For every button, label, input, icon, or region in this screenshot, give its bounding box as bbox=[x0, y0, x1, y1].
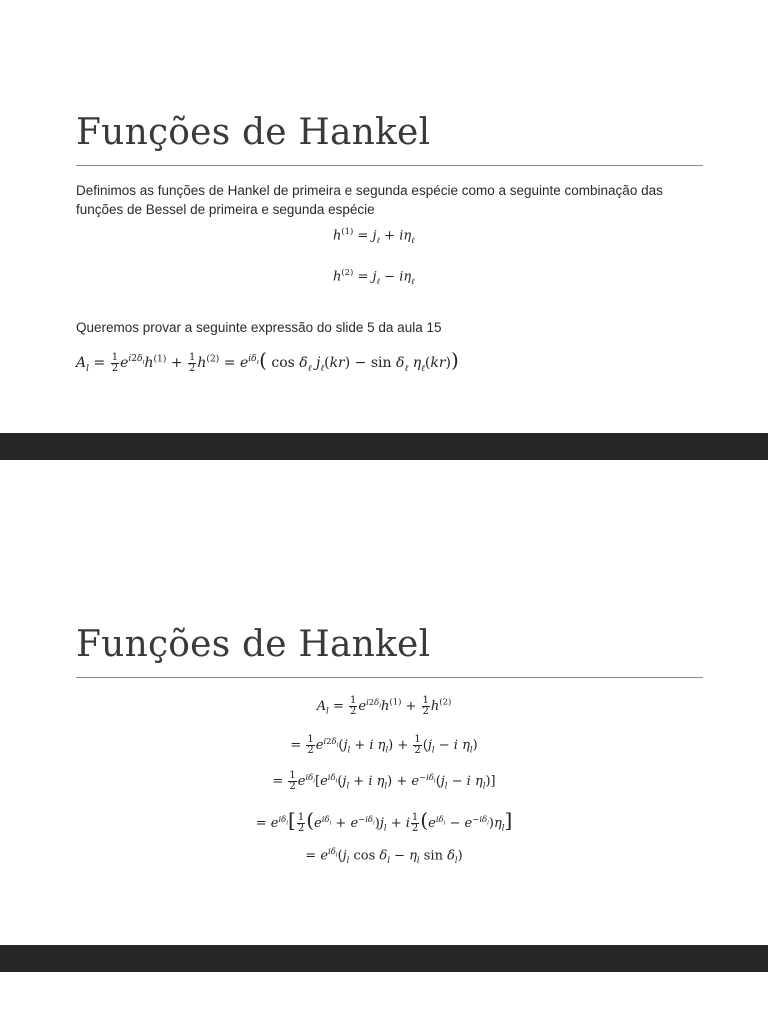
derivation-line-4: = $e^{i\delta_l}$[ $\frac{1}{2}$ $(e^{i\delta_l} + e^{-i\delta_l})j_l + i$ $\frac{1}{2}$ $(e^{i\delta_l} - e^{-i\delta_l})\eta_l$] bbox=[255, 808, 513, 834]
equation-h2: $h^{(2)} = j_\ell - i\eta_\ell$ bbox=[333, 267, 415, 286]
intro-paragraph: Definimos as funções de Hankel de primeira e segunda espécie como a seguinte combinação das funções de Bessel de primeira e segunda espécie bbox=[76, 183, 663, 217]
derivation-line-3: = $\frac{1}{2}$ $e^{i\delta_l}[e^{i\delta_l}(j_l + i$ $\eta_l) + e^{-i\delta_l}(j_l - i$ $\eta_l$)] bbox=[272, 770, 496, 792]
slide-separator bbox=[0, 433, 768, 460]
title-divider bbox=[76, 677, 703, 678]
slide-title: Funções de Hankel bbox=[76, 624, 431, 665]
slide-1 bbox=[0, 0, 768, 433]
slide-title: Funções de Hankel bbox=[76, 112, 431, 153]
derivation-line-2: = $\frac{1}{2}$ $e^{i2\delta_l}(j_l + i$ $\eta_l$) + $\frac{1}{2}$ ($j_l - i$ $\eta_l$) bbox=[290, 734, 478, 756]
derivation-line-1: $A_l$ = $\frac{1}{2}$ $e^{i2\delta_l}h^{(1)}$ + $\frac{1}{2}$ $h^{(2)}$ bbox=[316, 695, 452, 717]
slide-2 bbox=[0, 460, 768, 945]
title-divider bbox=[76, 165, 703, 166]
equation-target: $A_l$ = $\frac{1}{2}$ $e^{i2\delta_l}h^{(1)}$ + $\frac{1}{2}$ $h^{(2)} = e^{i\delta_\ell}$( $\cos \delta_\ell$ $j_\ell(kr) - \sin \delta_\ell$ $\eta_\ell(kr)$) bbox=[76, 348, 459, 374]
statement-text: Queremos provar a seguinte expressão do slide 5 da aula 15 bbox=[76, 320, 442, 335]
slide-separator bbox=[0, 945, 768, 972]
equation-h1: $h^{(1)} = j_\ell + i\eta_\ell$ bbox=[333, 226, 415, 245]
derivation-line-5: = $e^{i\delta_l}(j_l$ $\cos \delta_l - \eta_l$ $\sin \delta_l$) bbox=[305, 846, 463, 865]
